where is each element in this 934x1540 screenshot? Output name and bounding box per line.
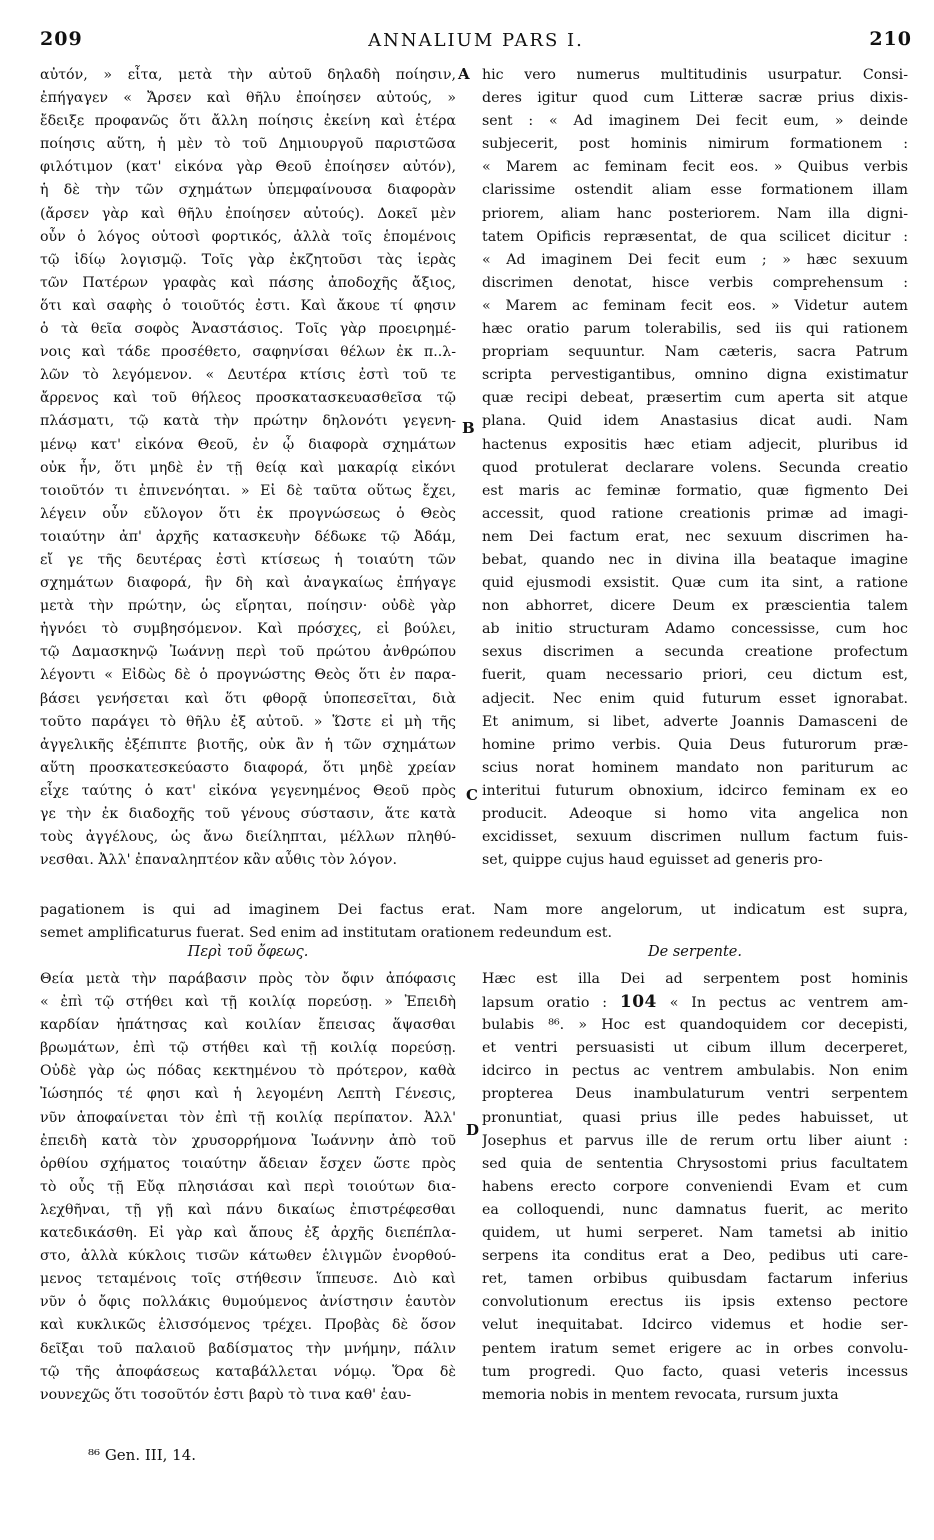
line-segment: lapsum oratio :	[482, 995, 608, 1012]
text-line: serpens ita conditus erat a Deo, pedibus uti care-	[482, 1248, 908, 1265]
text-line: interitui futurum obnoxium, idcirco feminam ex eo	[482, 782, 908, 799]
text-line: πλάσματι, τῷ κατὰ τὴν πρώτην δηλονότι γεγενη-	[40, 413, 456, 430]
text-line: ἄρρενος καὶ τοῦ θήλεος προσκατασκευασθεῖσα τῷ	[40, 390, 456, 407]
margin-marker-a: A	[458, 65, 470, 83]
footnote-text: Gen. III, 14.	[104, 1446, 197, 1464]
text-line: σχημάτων διαφορά, ἣν δὴ καὶ ἀναγκαίως ἐπήγαγε	[40, 575, 456, 592]
text-line: quidem, ut humi serperet. Nam tametsi ab initio	[482, 1225, 908, 1242]
text-line: scius norat hominem mandato non pariturum ac	[482, 759, 908, 776]
text-line: εἶχε ταύτης ὁ κατ' εἰκόνα γεγενημένος Θεοῦ πρὸς	[40, 782, 456, 799]
page-number-right: 210	[869, 28, 912, 50]
text-line: νεσθαι. Ἀλλ' ἐπαναληπτέον κἂν αὖθις τὸν λόγον.	[40, 852, 397, 869]
text-line: « ἐπὶ τῷ στήθει καὶ τῇ κοιλίᾳ πορεύσῃ. » Ἐπειδὴ	[40, 994, 456, 1011]
footnote	[88, 1446, 196, 1464]
text-line: καὶ κυκλικῶς ἑλισσόμενος τρέχει. Προβὰς δὲ ὅσον	[40, 1317, 456, 1334]
text-line: sexus discrimen a secunda creatione profectum	[482, 644, 908, 661]
margin-marker-c: C	[466, 786, 478, 804]
text-line: tatem Opificis repræsentat, de qua scilicet dicitur :	[482, 228, 908, 245]
text-line: δεῖξαι τοῦ παλαιοῦ βαδίσματος τὴν μνήμην, πάλιν	[40, 1340, 456, 1357]
text-line: Josephus et parvus ille de rerum ortu liber aiunt :	[482, 1132, 908, 1149]
text-line: semet amplificaturus fuerat. Sed enim ad institutam orationem redeundum est.	[40, 925, 612, 941]
text-line: Et animum, si libet, adverte Joannis Damasceni de	[482, 713, 908, 730]
text-line: velut inequitabat. Idcirco videmus et hodie ser-	[482, 1317, 908, 1334]
text-line: Θεία μετὰ τὴν παράβασιν πρὸς τὸν ὄφιν ἀπόφασις	[40, 971, 456, 987]
section-number: 104	[619, 992, 657, 1013]
text-line: νῦν ὁ ὄφις πολλάκις θυμούμενος ἀνίστησιν ἑαυτὸν	[40, 1294, 456, 1311]
text-line: τοὺς ἀγγέλους, ὡς ἄνω διείληπται, μέλλων πληθύ-	[40, 829, 456, 846]
text-line: « Ad imaginem Dei fecit eum ; » hæc sexuum	[482, 251, 908, 268]
text-line: λέγοντι « Εἰδὼς δὲ ὁ προγνώστης Θεὸς ὅτι ἐν παρα-	[40, 667, 456, 684]
text-line: νοις καὶ τάδε προσέθετο, σαφηνίσαι θέλων ἐκ π..λ-	[40, 344, 456, 361]
text-line: Οὐδὲ γὰρ ὡς πόδας κεκτημένου τὸ πρότερον, καθὰ	[40, 1063, 456, 1080]
text-line: τὸ οὖς τῇ Εὔᾳ πλησιάσαι καὶ περὶ τοιούτων δια-	[40, 1178, 456, 1195]
text-line: propriam sequuntur. Nam cæteris, sacra Patrum	[482, 344, 908, 361]
text-line: μετὰ τὴν πρώτην, ὡς εἴρηται, ποίησιν· οὐδὲ γὰρ	[40, 598, 456, 615]
text-line: discrimen denotat, hisce verbis comprehensum :	[482, 274, 908, 291]
text-line: Hæc est illa Dei ad serpentem post hominis	[482, 971, 908, 987]
text-line: hæc oratio parum tolerabilis, sed iis qui rationem	[482, 321, 908, 338]
page-number-left: 209	[40, 28, 83, 50]
line-segment: « In pectus ac ventrem am-	[669, 995, 908, 1012]
text-line: ὁ τὰ θεῖα σοφὸς Ἀναστάσιος. Τοῖς γὰρ προειρημέ-	[40, 321, 456, 338]
text-line: adjecit. Nec enim quid futurum esset ignorabat.	[482, 690, 908, 707]
text-line: βάσει γενήσεται καὶ ὅτι φθορᾷ ὑποπεσεῖται, διὰ	[40, 690, 456, 707]
latin-column-top	[482, 64, 908, 872]
text-line: pentem iratum semet erigere ac in orbes convolu-	[482, 1340, 908, 1357]
text-line: καρδίαν ἠπάτησας καὶ κοιλίαν ἔπεισας ἅψασθαι	[40, 1017, 456, 1034]
text-line: νῦν ἀποφαίνεται τὸν ἐπὶ τῇ κοιλίᾳ περίπατον. Ἀλλ'	[40, 1109, 456, 1126]
greek-section-heading: Περὶ τοῦ ὄφεως.	[187, 944, 309, 960]
text-line: κατεδικάσθη. Εἰ γὰρ καὶ ἄπους ἐξ ἀρχῆς διεπέπλα-	[40, 1225, 456, 1242]
text-line: ret, tamen orbibus quibusdam factarum inferius	[482, 1271, 908, 1288]
text-line: hactenus expositis hæc etiam adjecit, pluribus id	[482, 436, 908, 453]
text-line: τοῦτο παράγει τὸ θῆλυ ἐξ αὐτοῦ. » Ὥστε εἰ μὴ τῆς	[40, 713, 456, 730]
text-line: producit. Adeoque si homo vita angelica non	[482, 806, 908, 822]
text-line: εἴ γε τῆς δευτέρας ἐστὶ κτίσεως ἡ τοιαύτη τῶν	[40, 551, 456, 568]
text-line: (ἄρσεν γὰρ καὶ θῆλυ ἐποίησεν αὐτούς). Δοκεῖ μὲν	[40, 205, 456, 222]
text-line: φιλότιμον (κατ' εἰκόνα γὰρ Θεοῦ ἐποίησεν αὐτόν),	[40, 159, 456, 176]
text-line: βρωμάτων, ἐπὶ τῷ στήθει καὶ τῇ κοιλίᾳ πορεύσῃ.	[40, 1040, 456, 1057]
text-line: οὐκ ἦν, ὅτι μηδὲ ἐν τῇ θείᾳ καὶ μακαρίᾳ εἰκόνι	[40, 459, 456, 476]
text-line: ἡ δὲ τὴν τῶν σχημάτων ὑπεμφαίνουσα διαφορὰν	[40, 182, 456, 199]
text-line: ἔδειξε προφανῶς ὅτι ἄλλη ποίησις ἐκείνη καὶ ἑτέρα	[40, 113, 456, 130]
text-line: τῷ Δαμασκηνῷ Ἰωάννῃ περὶ τοῦ πρώτου ἀνθρώπου	[40, 644, 456, 661]
text-line: clarissime ostendit aliam esse formationem illam	[482, 182, 908, 199]
text-line: propterea Deus inambulaturum ventri serpentem	[482, 1086, 908, 1103]
text-line: τῷ τῆς ἀποφάσεως καταβάλλεται νόμῳ. Ὅρα δὲ	[40, 1363, 456, 1380]
text-line: et ventri persuasisti ut cibum illum decerperet,	[482, 1040, 908, 1057]
text-line: convolutionum erectus iis ipsis extenso pectore	[482, 1294, 908, 1311]
text-line: « Marem ac feminam fecit eos. » Videtur autem	[482, 297, 908, 314]
text-line: accessit, quod ratione creationis primæ ad imagi-	[482, 505, 908, 522]
margin-marker-b: B	[462, 419, 475, 437]
text-line: subjecerit, post hominis nimirum formationem :	[482, 136, 908, 153]
text-line: set, quippe cujus haud eguisset ad generis pro-	[482, 852, 823, 869]
text-line: bebat, quando nec in divina illa beataque imagine	[482, 551, 908, 568]
text-line: hic vero numerus multitudinis usurpatur. Consi-	[482, 67, 908, 83]
running-header	[40, 28, 912, 58]
text-line: sed quia de sententia Chrysostomi prius facultatem	[482, 1155, 908, 1172]
text-line: ἀγγελικῆς ἐξέπιπτε βιοτῆς, οὐκ ἂν ἡ τῶν σχημάτων	[40, 736, 456, 753]
text-line: μενος τεταμένοις τοῖς στήθεσιν ἵππευσε. Διὸ καὶ	[40, 1271, 456, 1288]
text-line: excidisset, sexuum discrimen nullum factum fuis-	[482, 829, 908, 846]
text-line: quid ejusmodi exsistit. Quæ cum ita sint, a ratione	[482, 575, 908, 592]
text-line: ἐπήγαγεν « Ἄρσεν καὶ θῆλυ ἐποίησεν αὐτούς, »	[40, 90, 456, 107]
footnote-mark: ⁸⁶	[88, 1446, 101, 1464]
text-line: ea colloquendi, nunc damnatus fuerit, ac merito	[482, 1201, 908, 1218]
text-line: μένῳ κατ' εἰκόνα Θεοῦ, ἐν ᾧ διαφορὰ σχημάτων	[40, 436, 456, 453]
text-line: est maris ac feminæ formatio, quæ figmento Dei	[482, 482, 908, 499]
text-line: τοιοῦτόν τι ἐπινενόηται. » Εἰ δὲ ταῦτα οὕτως ἔχει,	[40, 482, 456, 499]
text-line: quæ recipi debeat, præsertim cum aperta sit atque	[482, 390, 908, 407]
text-line: ποίησις αὕτη, ἡ μὲν τὸ τοῦ Δημιουργοῦ παριστῶσα	[40, 136, 456, 153]
text-line: ab initio structuram Adamo concessisse, cum hoc	[482, 621, 908, 638]
text-line: ὅτι καὶ σαφὴς ὁ τοιοῦτός ἐστι. Καὶ ἄκουε τί φησιν	[40, 297, 456, 314]
margin-marker-d: D	[466, 1121, 480, 1139]
latin-full-width-text	[40, 899, 908, 945]
text-line: sent : « Ad imaginem Dei fecit eum, » deinde	[482, 113, 908, 130]
greek-column-top	[40, 64, 456, 872]
text-line: γε τὴν ἐκ διαδοχῆς τοῦ γένους σύστασιν, ἅτε κατὰ	[40, 806, 456, 822]
text-line: Ἰώσηπός τέ φησι καὶ ἡ λεγομένη Λεπτὴ Γένεσις,	[40, 1086, 456, 1103]
latin-column-bottom	[482, 968, 908, 1407]
text-line: habens erecto corpore conveniendi Evam et cum	[482, 1178, 908, 1195]
text-line: pagationem is qui ad imaginem Dei factus erat. Nam more angelorum, ut indicatum est supra,	[40, 902, 908, 918]
text-line: ἠγνόει τὸ συμβησόμενον. Καὶ πρόσχες, εἰ βούλει,	[40, 621, 456, 638]
running-title: ANNALIUM PARS I.	[368, 30, 584, 51]
text-line: ἐπειδὴ κατὰ τὸν χρυσορρήμονα Ἰωάννην ἀπὸ τοῦ	[40, 1132, 456, 1149]
greek-column-bottom	[40, 968, 456, 1407]
text-line: nem Dei factum erat, nec sexuum discrimen ha-	[482, 528, 908, 545]
text-line: pronuntiat, quasi prius ille pedes habuisset, ut	[482, 1109, 908, 1126]
latin-section-heading: De serpente.	[648, 944, 742, 960]
text-line: tum progredi. Quo facto, quasi veteris incessus	[482, 1363, 908, 1380]
text-line: λέγειν οὖν εὔλογον ὅτι ἐκ προγνώσεως ὁ Θεὸς	[40, 505, 456, 522]
text-line: αὐτόν, » εἶτα, μετὰ τὴν αὐτοῦ δηλαδὴ ποίησιν,	[40, 67, 456, 83]
text-line: οὖν ὁ λόγος οὑτοσὶ φορτικός, ἀλλὰ τοῖς ἑπομένοις	[40, 228, 456, 245]
text-line: idcirco in pectus ac ventrem ambulabis. Non enim	[482, 1063, 908, 1080]
text-line: στο, ἀλλὰ κύκλοις τισῶν κάτωθεν ἑλιγμῶν ἐνορθού-	[40, 1248, 456, 1265]
text-line: scripta pervestigantibus, omnino digna existimatur	[482, 367, 908, 384]
text-line: non abhorret, dicere Deum ex præscientia talem	[482, 598, 908, 615]
text-line: priorem, aliam hanc posteriorem. Nam illa digni-	[482, 205, 908, 222]
text-line: νουνεχῶς ὅτι τοσοῦτόν ἐστι βαρὺ τὸ τινα καθ' ἑαυ-	[40, 1386, 412, 1403]
text-line: homine primo verbis. Quia Deus futurorum præ-	[482, 736, 908, 753]
latin-bottom-lines	[482, 1014, 908, 1407]
text-line: plana. Quid idem Anastasius dicat audi. Nam	[482, 413, 908, 430]
text-line: λῶν τὸ λεγόμενον. « Δευτέρα κτίσις ἐστὶ τοῦ τε	[40, 367, 456, 384]
text-line: τοιαύτην ἀπ' ἀρχῆς κατασκευὴν δέδωκε τῷ Ἀδάμ,	[40, 528, 456, 545]
text-line: « Marem ac feminam fecit eos. » Quibus verbis	[482, 159, 908, 176]
text-line: quod protulerat declarare volens. Secunda creatio	[482, 459, 908, 476]
text-line: λεχθῆναι, τῇ γῇ καὶ πάνυ δικαίως ἐπιστρέφεσθαι	[40, 1201, 456, 1218]
text-line-with-section-number	[482, 991, 908, 1014]
text-line: αὕτη προσκατεσκεύαστο διαφορά, ὅτι μηδὲ χρείαν	[40, 759, 456, 776]
text-line: ὀρθίου σχήματος τοιαύτην ἄδειαν ἔσχεν ὥστε πρὸς	[40, 1155, 456, 1172]
text-line: fuerit, quam necessario priori, ceu dictum est,	[482, 667, 908, 684]
text-line: τῶν Πατέρων γραφὰς καὶ πάσης ἀποδοχῆς ἄξιος,	[40, 274, 456, 291]
text-line: τῷ ἰδίῳ λογισμῷ. Τοῖς γὰρ ἐκζητοῦσι τὰς ἱερὰς	[40, 251, 456, 268]
text-line: memoria nobis in mentem revocata, rursum juxta	[482, 1386, 839, 1403]
text-line: deres igitur quod cum Litteræ sacræ prius dixis-	[482, 90, 908, 107]
text-line: bulabis ⁸⁶. » Hoc est quandoquidem cor decepisti,	[482, 1017, 908, 1034]
